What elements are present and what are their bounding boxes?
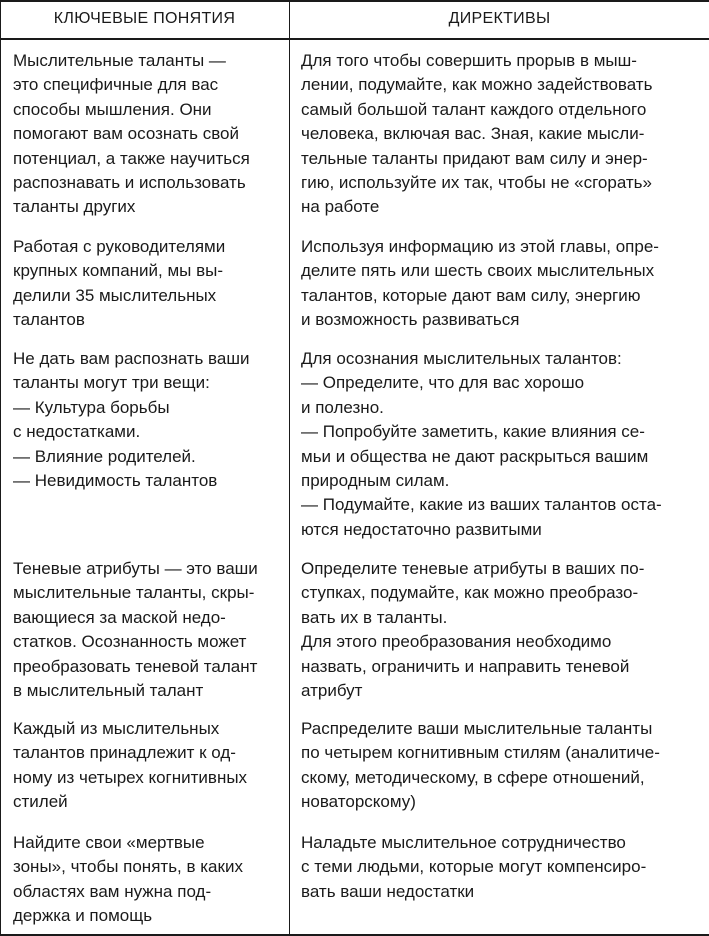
- text-line: на работе: [301, 197, 380, 217]
- text-line: это специфичные для вас: [13, 75, 219, 95]
- text-line: Используя информацию из этой главы, опре-: [301, 237, 659, 256]
- text-line: скому, методическому, в сфере отношений,: [301, 767, 645, 787]
- text-line: — Культура борьбы: [13, 397, 170, 417]
- text-line: по четырем когнитивным стилям (аналитиче-: [301, 743, 660, 763]
- text-line: ются недостаточно развитыми: [301, 519, 542, 539]
- table-row-5-directive: [301, 717, 660, 815]
- text-line: Для осознания мыслительных талантов:: [301, 349, 622, 368]
- text-line: — Невидимость талантов: [13, 471, 218, 491]
- table-row-4-concept: [13, 557, 258, 703]
- text-line: распознавать и использовать: [13, 173, 246, 193]
- text-line: Найдите свои «мертвые: [13, 833, 205, 852]
- text-line: — Влияние родителей.: [13, 446, 196, 466]
- header-directives: ДИРЕКТИВЫ: [448, 10, 551, 27]
- text-line: талантов: [13, 310, 85, 330]
- text-line: вающиеся за маской недо-: [13, 607, 226, 627]
- text-line: Определите теневые атрибуты в ваших по-: [301, 559, 645, 578]
- text-line: таланты могут три вещи:: [13, 373, 210, 393]
- text-line: Распределите ваши мыслительные таланты: [301, 719, 653, 738]
- table-row-3-concept: [13, 347, 249, 493]
- table-row-1-directive: [301, 49, 652, 220]
- table-row-6-concept: [13, 831, 243, 929]
- table-row-4-directive: [301, 557, 644, 703]
- text-line: областях вам нужна под-: [13, 881, 212, 901]
- text-line: Мыслительные таланты —: [13, 51, 226, 70]
- text-line: — Подумайте, какие из ваших талантов оста-: [301, 495, 662, 515]
- text-line: и возможность развиваться: [301, 310, 520, 330]
- text-line: Каждый из мыслительных: [13, 719, 220, 738]
- column-divider: [289, 0, 290, 936]
- text-line: статков. Осознанность может: [13, 632, 247, 652]
- text-line: ступках, подумайте, как можно преобразо-: [301, 583, 639, 603]
- text-line: потенциал, а также научиться: [13, 148, 250, 168]
- text-line: Для этого преобразования необходимо: [301, 632, 612, 652]
- text-line: природным силам.: [301, 471, 450, 491]
- text-line: преобразовать теневой талант: [13, 656, 258, 676]
- header-bottom-rule: [0, 38, 709, 40]
- header-concepts: КЛЮЧЕВЫЕ ПОНЯТИЯ: [53, 10, 236, 27]
- text-line: помогают вам осознать свой: [13, 124, 240, 144]
- text-line: вать их в таланты.: [301, 607, 448, 627]
- table-row-3-directive: [301, 347, 662, 542]
- text-line: делили 35 мыслительных: [13, 285, 217, 305]
- text-line: — Определите, что для вас хорошо: [301, 373, 585, 393]
- text-line: стилей: [13, 792, 68, 812]
- text-line: атрибут: [301, 681, 363, 701]
- text-line: Теневые атрибуты — это ваши: [13, 559, 258, 578]
- text-line: таланты других: [13, 197, 136, 217]
- text-line: и полезно.: [301, 397, 384, 417]
- text-line: тельные таланты придают вам силу и энер-: [301, 148, 648, 168]
- text-line: с недостатками.: [13, 422, 141, 442]
- text-line: Не дать вам распознать ваши: [13, 349, 250, 368]
- text-line: с теми людьми, которые могут компенсиро-: [301, 857, 647, 877]
- text-line: гию, используйте их так, чтобы не «сгорать»: [301, 173, 652, 193]
- text-line: человека, включая вас. Зная, какие мысли-: [301, 124, 645, 144]
- text-line: самый большой талант каждого отдельного: [301, 99, 647, 119]
- text-line: мьи и общества не дают раскрыться вашим: [301, 446, 649, 466]
- table-row-1-concept: [13, 49, 250, 220]
- text-line: Работая с руководителями: [13, 237, 226, 256]
- text-line: в мыслительный талант: [13, 681, 204, 701]
- text-line: способы мышления. Они: [13, 99, 212, 119]
- table-row-2-concept: [13, 235, 225, 333]
- text-line: делите пять или шесть своих мыслительных: [301, 261, 655, 281]
- text-line: вать ваши недостатки: [301, 881, 475, 901]
- left-border: [0, 0, 1, 936]
- text-line: назвать, ограничить и направить теневой: [301, 656, 630, 676]
- text-line: новаторскому): [301, 792, 416, 812]
- text-line: Для того чтобы совершить прорыв в мыш-: [301, 51, 637, 70]
- table-row-2-directive: [301, 235, 659, 333]
- text-line: держка и помощь: [13, 906, 153, 926]
- text-line: талантов, которые дают вам силу, энергию: [301, 285, 641, 305]
- text-line: — Попробуйте заметить, какие влияния се-: [301, 422, 645, 442]
- text-line: талантов принадлежит к од-: [13, 743, 236, 763]
- text-line: крупных компаний, мы вы-: [13, 261, 224, 281]
- table-row-6-directive: [301, 831, 646, 904]
- text-line: ному из четырех когнитивных: [13, 767, 248, 787]
- text-line: лении, подумайте, как можно задействовать: [301, 75, 653, 95]
- table-row-5-concept: [13, 717, 247, 815]
- text-line: мыслительные таланты, скры-: [13, 583, 255, 603]
- text-line: зоны», чтобы понять, в каких: [13, 857, 243, 877]
- text-line: Наладьте мыслительное сотрудничество: [301, 833, 626, 852]
